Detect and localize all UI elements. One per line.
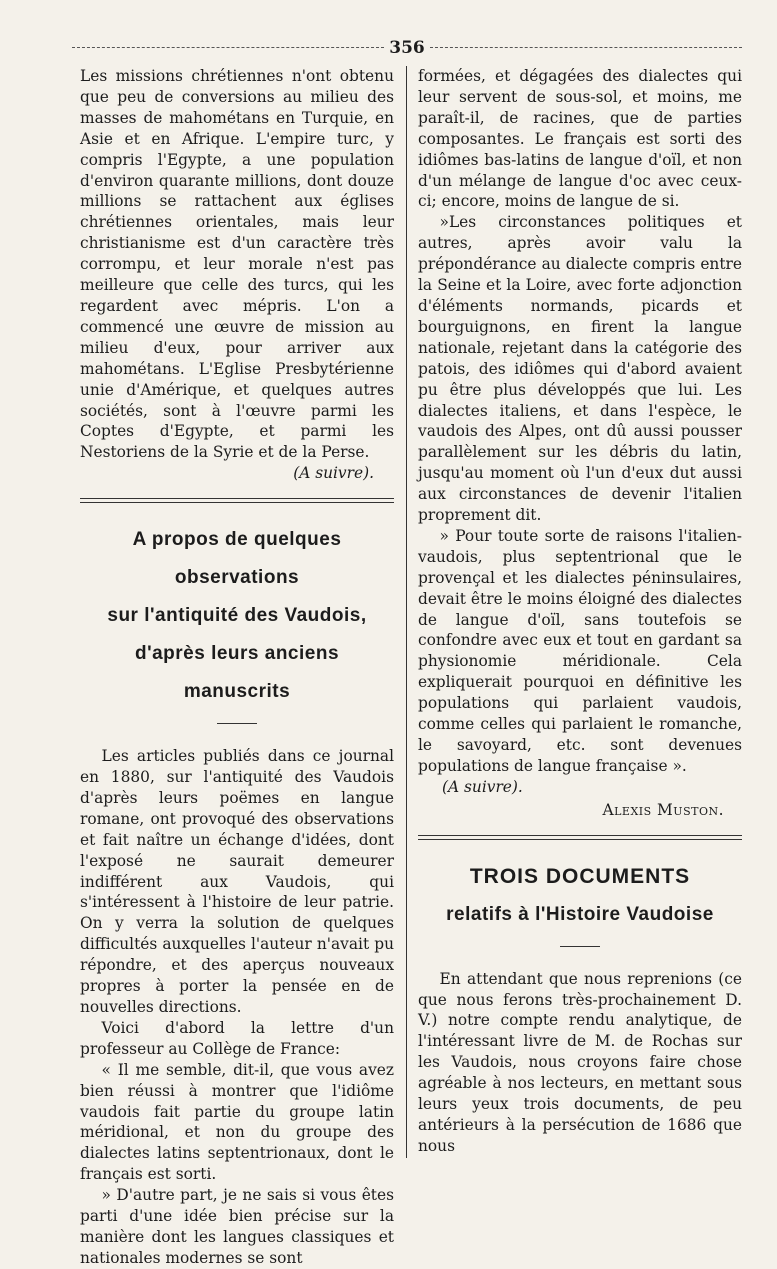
to-be-continued: (A suivre). [442,777,523,796]
letter-paragraph-3: »Les circonstances politiques et autres, après avoir valu la prépondérance au dialecte compris entre la Seine et la Loire, avec forte adjonction d'éléments normands, picards et bourguignons, en firent la langue nationale, rejetant dans la catégorie des patois, des idiômes qui d'abord avaient pu être plus développés que lui. Les dialectes italiens, et dans l'espèce, le vaudois des Alpes, ont dû aussi pousser parallèlement sur les débris du latin, jusqu'au moment où l'un d'eux dut aussi aux circonstances de devenir l'italien proprement dit. [418,213,742,525]
letter-continuation: formées, et dégagées des dialectes qui leur servent de sous-sol, et moins, me paraît-il, de racines, que de parties composantes. Le français est sorti des idiômes bas-latins de langue d'oïl, et non d'un mélange de langue d'oc avec ceux-ci; encore, moins de langue de si. [418,67,742,211]
letter-paragraph-4: » Pour toute sorte de raisons l'italien-vaudois, plus septentrional que le provençal et les dialectes péninsulaires, devait être le moins éloigné des dialectes de langue d'oïl, sans toutefois se confondre avec eux et tout en gardant sa physionomie méridionale. Cela expliquerait pourquoi en définitive les populations qui parlaient vaudois, comme celles qui parlaient le romanche, le savoyard, etc. sont devenues populations de langue française ». [418,526,742,775]
left-column [80,66,394,1269]
right-column [418,66,742,1157]
article-title-line-2: relatifs à l'Histoire Vaudoise [446,903,714,925]
article-title-line-3: d'après leurs anciens manuscrits [134,643,340,703]
letter-paragraph-2: » D'autre part, je ne sais si vous êtes parti d'une idée bien précise sur la manière dont les langues classiques et nationales modernes se sont [80,1186,394,1267]
to-be-continued: (A suivre). [293,464,374,483]
missions-paragraph: Les missions chrétiennes n'ont obtenu que peu de conversions au milieu des masses de mahométans en Turquie, en Asie et en Afrique. L'empire turc, y compris l'Egypte, a une population d'environ quarante millions, dont douze millions se rattachent aux églises chrétiennes orientales, mais leur christianisme est d'un caractère très corrompu, et leur morale n'est pas meilleure que celle des turcs, qui les regardent avec mépris. L'on a commencé une œuvre de mission au milieu d'eux, pour arriver aux mahométans. L'Eglise Presbytérienne unie d'Amérique, et quelques autres sociétés, sont à l'œuvre parmi les Coptes d'Egypte, et parmi les Nestoriens de la Syrie et de la Perse. [80,67,394,462]
author-signature: Alexis Muston. [602,800,724,819]
article-title-line-1: TROIS DOCUMENTS [469,864,691,888]
article-separator [418,835,742,840]
letter-intro-paragraph: Voici d'abord la lettre d'un professeur au Collège de France: [80,1018,394,1058]
header-ornament-right [430,47,742,52]
article-intro-paragraph: Les articles publiés dans ce journal en 1880, sur l'antiquité des Vaudois d'après leurs poëmes en langue romane, ont provoqué des observations et fait naître un échange d'idées, dont l'exposé ne saurait demeurer indifférent aux Vaudois, qui s'intéressent à l'histoire de leur patrie. On y verra la solution de quelques difficultés auxquelles l'auteur n'avait pu répondre, et des aperçus nouveaux propres à porter la pensée en de nouvelles directions. [80,747,394,1016]
documents-intro-paragraph: En attendant que nous reprenions (ce que nous ferons très-prochainement D. V.) notre compte rendu analytique, de l'intéressant livre de M. de Rochas sur les Vaudois, nous croyons faire chose agréable à nos lecteurs, en mettant sous leurs yeux trois documents, de peu antérieurs à la persécution de 1686 que nous [418,969,742,1155]
title-rule [560,946,600,947]
column-divider [406,66,407,1158]
title-rule [217,723,257,724]
article-title-line-2: sur l'antiquité des Vaudois, [107,605,367,627]
page-number: 356 [389,38,425,58]
article-separator [80,498,394,503]
article-title-line-1: A propos de quelques observations [132,529,342,589]
page-header [72,38,742,60]
header-ornament-left [72,47,384,52]
letter-paragraph-1: « Il me semble, dit-il, que vous avez bien réussi à montrer que l'idiôme vaudois fait partie du groupe latin méridional, et non du groupe des dialectes latins septentrionaux, dont le français est sorti. [80,1060,394,1184]
